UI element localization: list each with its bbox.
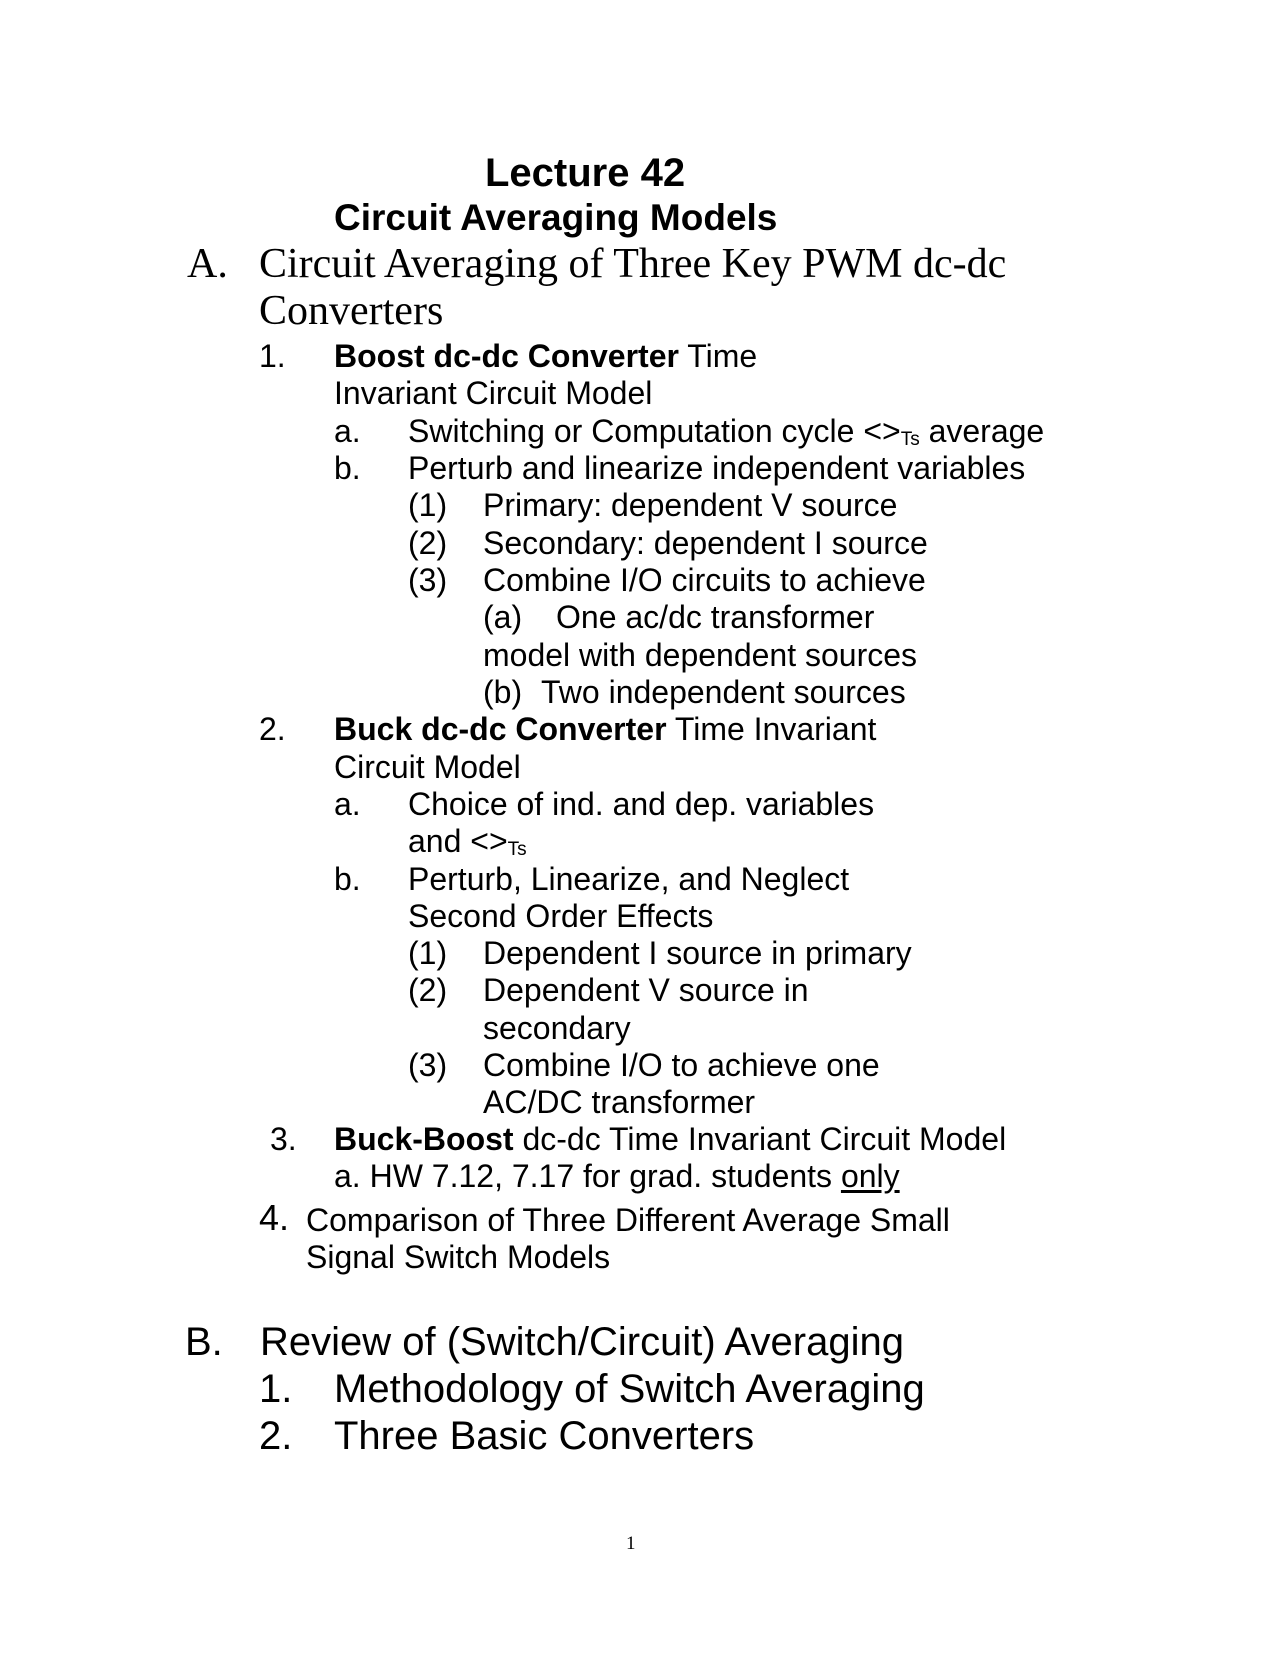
item-1-number: 1.	[259, 338, 286, 374]
section-a-heading-line2: Converters	[259, 288, 444, 334]
item-4-number: 4.	[259, 1197, 290, 1238]
item-1-bold: Boost dc-dc Converter	[334, 338, 679, 374]
item-2b2-text-line2: secondary	[483, 1010, 631, 1046]
item-3a-text: a. HW 7.12, 7.17 for grad. students only	[334, 1158, 900, 1194]
item-1b2-text: Secondary: dependent I source	[483, 525, 928, 561]
page-title: Lecture 42	[485, 151, 686, 195]
item-2b1-text: Dependent I source in primary	[483, 935, 912, 971]
item-3-bold: Buck-Boost	[334, 1121, 514, 1157]
item-1b-marker: b.	[334, 450, 361, 486]
section-b-item-1-text: Methodology of Switch Averaging	[334, 1367, 925, 1411]
ts-subscript: Ts	[900, 429, 920, 450]
ts-subscript: Ts	[507, 839, 527, 860]
item-3-number: 3.	[270, 1121, 297, 1157]
item-1a-marker: a.	[334, 413, 361, 449]
item-2b3-text: Combine I/O to achieve one	[483, 1047, 880, 1083]
item-1b1-marker: (1)	[408, 487, 448, 523]
item-1b3b-text: Two independent sources	[541, 674, 906, 710]
item-1-heading-line2: Invariant Circuit Model	[334, 375, 653, 411]
item-1b3-text: Combine I/O circuits to achieve	[483, 562, 926, 598]
item-1b3a-text-line2: model with dependent sources	[483, 637, 918, 673]
item-1-rest: Time	[678, 338, 758, 374]
section-b-heading: Review of (Switch/Circuit) Averaging	[260, 1320, 904, 1364]
item-2b-text: Perturb, Linearize, and Neglect	[408, 861, 850, 897]
item-4-text-line2: Signal Switch Models	[306, 1239, 611, 1275]
item-1b3a-text: One ac/dc transformer	[556, 599, 875, 635]
item-2a-text-line2: and $<>_{Ts}$	[408, 823, 527, 860]
section-a-marker: A.	[187, 241, 228, 287]
item-1b-text: Perturb and linearize independent variables	[408, 450, 1026, 486]
item-2b1-marker: (1)	[408, 935, 448, 971]
item-2a-marker: a.	[334, 786, 361, 822]
page-number: 1	[626, 1533, 636, 1554]
item-2b-marker: b.	[334, 861, 361, 897]
item-3-rest: dc-dc Time Invariant Circuit Model	[513, 1121, 1007, 1157]
item-2a-text: Choice of ind. and dep. variables	[408, 786, 875, 822]
item-2-heading-line2: Circuit Model	[334, 749, 521, 785]
item-2b2-text: Dependent V source in	[483, 972, 809, 1008]
section-b-item-2-text: Three Basic Converters	[334, 1414, 755, 1458]
page-subtitle: Circuit Averaging Models	[334, 197, 778, 238]
item-1b2-marker: (2)	[408, 525, 448, 561]
item-3-heading	[334, 1123, 1006, 1155]
item-1a-text: Switching or Computation cycle $<>_{Ts}$ average	[408, 413, 1045, 450]
item-2b3-marker: (3)	[408, 1047, 448, 1083]
section-b-item-1-number: 1.	[259, 1367, 293, 1411]
item-1b3-marker: (3)	[408, 562, 448, 598]
underlined-only: only	[840, 1158, 900, 1194]
item-2-number: 2.	[259, 711, 286, 747]
item-1b1-text: Primary: dependent V source	[483, 487, 898, 523]
item-2-rest: Time Invariant	[666, 711, 877, 747]
item-2b3-text-line2: AC/DC transformer	[483, 1084, 756, 1120]
item-2b-text-line2: Second Order Effects	[408, 898, 714, 934]
item-2-bold: Buck dc-dc Converter	[334, 711, 667, 747]
section-b-item-2-number: 2.	[259, 1414, 293, 1458]
item-2b2-marker: (2)	[408, 972, 448, 1008]
section-a-heading: Circuit Averaging of Three Key PWM dc-dc	[259, 241, 1007, 287]
item-4-text: Comparison of Three Different Average Small	[306, 1202, 950, 1238]
section-b-marker: B.	[185, 1320, 223, 1364]
item-1b3a-marker: (a)	[483, 599, 523, 635]
item-2-heading	[334, 713, 876, 745]
item-1b3b-marker: (b)	[483, 674, 523, 710]
item-1-heading	[334, 340, 757, 372]
